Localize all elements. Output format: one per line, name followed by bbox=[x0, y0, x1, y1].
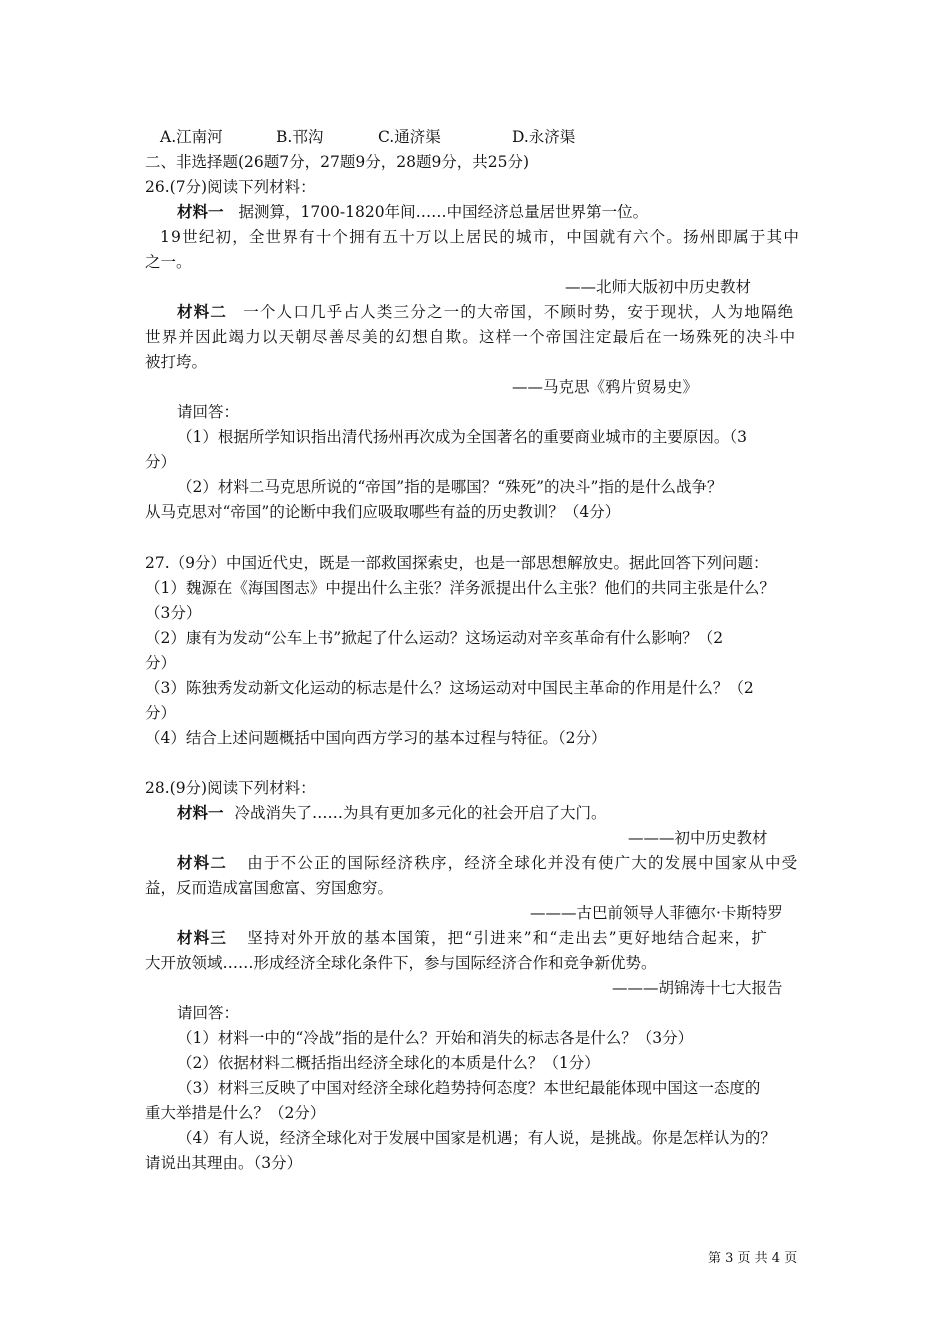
q27-q1-line2: （3分） bbox=[145, 604, 202, 622]
q26-m2-text: 一个人口几乎占人类三分之一的大帝国，不顾时势，安于现状，人为地隔绝 bbox=[243, 303, 795, 321]
q28-m2-label: 材料二 bbox=[177, 853, 228, 872]
q27-q1-line1: （1）魏源在《海国图志》中提出什么主张？洋务派提出什么主张？他们的共同主张是什么？ bbox=[145, 579, 775, 597]
q26-material-2 bbox=[177, 301, 794, 323]
q28-q4-line2: 请说出其理由。（3分） bbox=[145, 1154, 303, 1172]
q27-q2-line2: 分） bbox=[145, 654, 177, 672]
q28-m2-text: 由于不公正的国际经济秩序，经济全球化并没有使广大的发展中国家从中受 bbox=[247, 854, 799, 872]
q26-m1-line3: 之一。 bbox=[145, 253, 192, 271]
q28-m2-line2: 益，反而造成富国愈富、穷国愈穷。 bbox=[145, 879, 394, 897]
q27-q2-line1: （2）康有为发动“公车上书”掀起了什么运动？这场运动对辛亥革命有什么影响？（2 bbox=[145, 629, 724, 647]
q28-ask: 请回答： bbox=[177, 1004, 240, 1022]
q28-m3-source: ———胡锦涛十七大报告 bbox=[612, 979, 783, 997]
q28-material-3 bbox=[177, 927, 768, 949]
q28-q3-line1: （3）材料三反映了中国对经济全球化趋势持何态度？本世纪最能体现中国这一态度的 bbox=[177, 1079, 761, 1097]
q26-q2-line1: （2）材料二马克思所说的“帝国”指的是哪国？“殊死”的决斗”指的是什么战争？ bbox=[177, 478, 723, 496]
q26-m2-label: 材料二 bbox=[177, 302, 228, 321]
q28-m2-source: ———古巴前领导人菲德尔·卡斯特罗 bbox=[530, 904, 783, 922]
q26-m1-source: ——北师大版初中历史教材 bbox=[565, 278, 752, 296]
q26-m2-line2: 世界并因此竭力以天朝尽善尽美的幻想自欺。这样一个帝国注定最后在一场殊死的决斗中 bbox=[145, 328, 797, 346]
option-c: C.通济渠 bbox=[378, 128, 441, 146]
q26-m2-source: ——马克思《鸦片贸易史》 bbox=[512, 378, 699, 396]
q26-q2-line2: 从马克思对“帝国”的论断中我们应吸取哪些有益的历史教训？（4分） bbox=[145, 503, 621, 521]
q27-q3-line2: 分） bbox=[145, 704, 177, 722]
q28-material-1 bbox=[177, 802, 606, 824]
q26-m1-label: 材料一 bbox=[177, 202, 224, 221]
q28-q2-line1: （2）依据材料二概括指出经济全球化的本质是什么？（1分） bbox=[177, 1054, 600, 1072]
q26-q1-line1: （1）根据所学知识指出清代扬州再次成为全国著名的重要商业城市的主要原因。（3 bbox=[177, 428, 747, 446]
q26-m1-text: 据测算，1700-1820年间……中国经济总量居世界第一位。 bbox=[238, 203, 649, 221]
q27-q3-line1: （3）陈独秀发动新文化运动的标志是什么？这场运动对中国民主革命的作用是什么？（2 bbox=[145, 679, 754, 697]
q28-m3-line2: 大开放领域……形成经济全球化条件下，参与国际经济合作和竞争新优势。 bbox=[145, 954, 657, 972]
q27-intro: 27.（9分）中国近代史，既是一部救国探索史，也是一部思想解放史。据此回答下列问题： bbox=[145, 554, 769, 572]
q28-m1-text: 冷战消失了……为具有更加多元化的社会开启了大门。 bbox=[234, 804, 607, 822]
q26-intro: 26.(7分)阅读下列材料： bbox=[145, 178, 316, 196]
option-d: D.永济渠 bbox=[512, 128, 576, 146]
q26-m1-line2: 19世纪初，全世界有十个拥有五十万以上居民的城市，中国就有六个。扬州即属于其中 bbox=[160, 228, 801, 246]
page-footer: 第 3 页 共 4 页 bbox=[708, 1251, 798, 1266]
q28-intro: 28.(9分)阅读下列材料： bbox=[145, 779, 316, 797]
q28-m1-source: ———初中历史教材 bbox=[628, 829, 768, 847]
q28-m1-label: 材料一 bbox=[177, 803, 224, 822]
q28-m3-label: 材料三 bbox=[177, 928, 228, 947]
section-title: 二、非选择题(26题7分，27题9分，28题9分，共25分) bbox=[145, 153, 530, 171]
q27-q4-line1: （4）结合上述问题概括中国向西方学习的基本过程与特征。（2分） bbox=[145, 729, 607, 747]
q28-m3-text: 坚持对外开放的基本国策，把“引进来”和“走出去”更好地结合起来，扩 bbox=[247, 929, 769, 947]
option-b: B.邗沟 bbox=[276, 128, 324, 146]
q26-m2-line3: 被打垮。 bbox=[145, 353, 208, 371]
q28-material-2 bbox=[177, 852, 798, 874]
q26-q1-line2: 分） bbox=[145, 453, 177, 471]
q28-q3-line2: 重大举措是什么？（2分） bbox=[145, 1104, 326, 1122]
q26-material-1 bbox=[177, 201, 648, 223]
q26-ask: 请回答： bbox=[177, 403, 240, 421]
q28-q1-line1: （1）材料一中的“冷战”指的是什么？开始和消失的标志各是什么？（3分） bbox=[177, 1029, 694, 1047]
q28-q4-line1: （4）有人说，经济全球化对于发展中国家是机遇；有人说，是挑战。你是怎样认为的？ bbox=[177, 1129, 776, 1147]
option-a: A.江南河 bbox=[160, 128, 223, 146]
